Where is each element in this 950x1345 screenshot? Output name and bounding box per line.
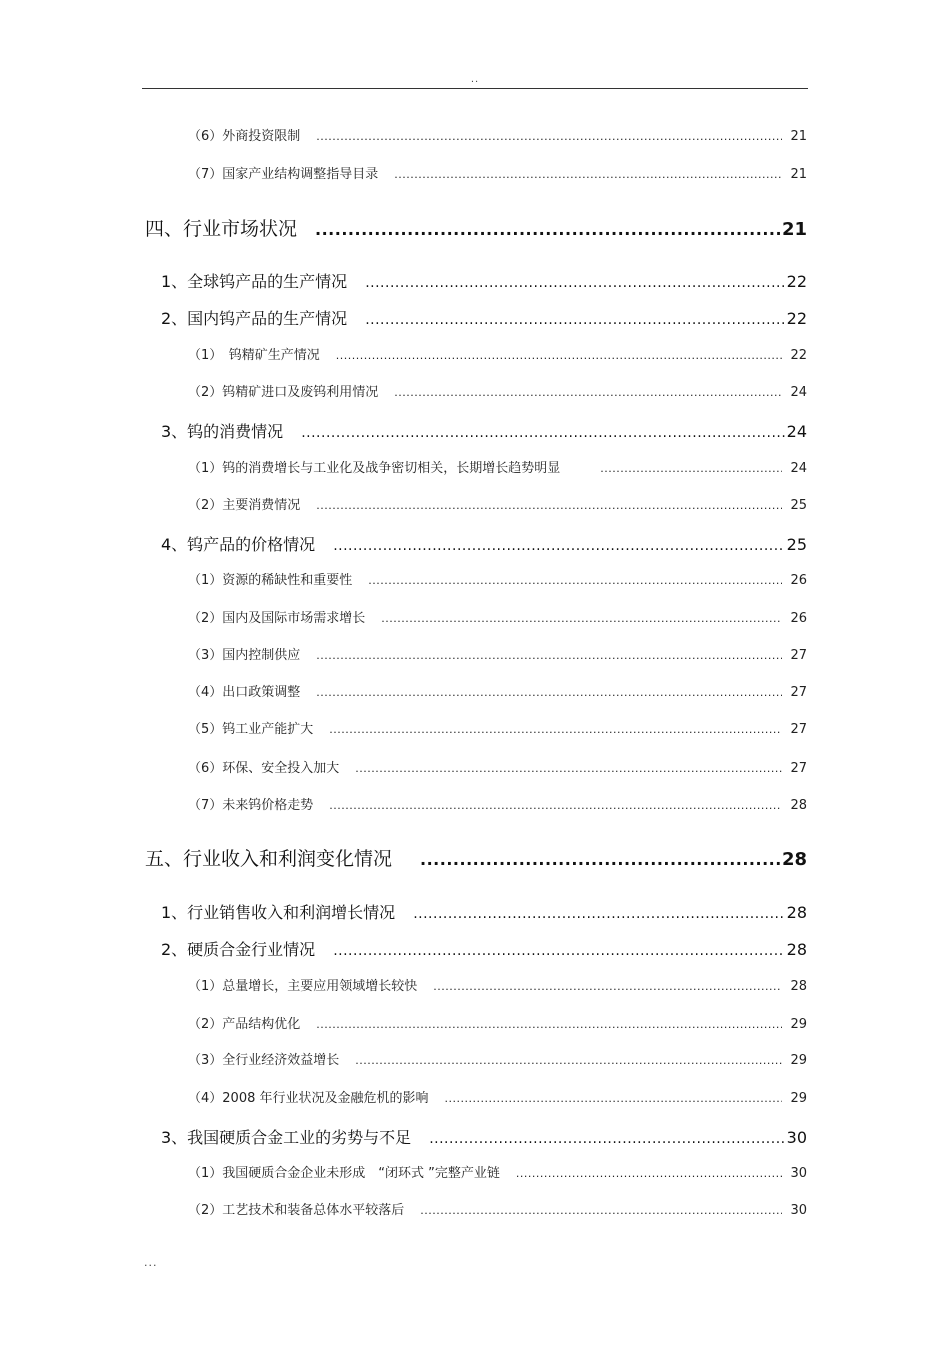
dot-leader — [429, 1131, 784, 1147]
toc-page-number: 30 — [786, 1128, 807, 1147]
dot-leader — [316, 649, 782, 662]
dot-leader — [445, 1092, 783, 1105]
dot-leader — [433, 980, 782, 993]
toc-entry-label: （2）钨精矿进口及废钨利用情况 — [188, 385, 379, 400]
dot-leader — [413, 906, 784, 922]
page-footer-mark: ... — [144, 1256, 158, 1269]
toc-entry-label: （3）国内控制供应 — [188, 648, 301, 663]
toc-entry-label: （4）2008 年行业状况及金融危机的影响 — [188, 1091, 429, 1106]
toc-entry[interactable] — [188, 1013, 807, 1032]
toc-entry[interactable] — [161, 937, 807, 960]
toc-page-number: 21 — [790, 167, 807, 182]
dot-leader — [316, 130, 782, 143]
toc-page-number: 22 — [786, 309, 807, 328]
toc-entry[interactable] — [188, 1087, 807, 1106]
dot-leader — [315, 220, 780, 239]
toc-entry[interactable] — [188, 644, 807, 663]
toc-page-number: 24 — [786, 422, 807, 441]
toc-page-number: 28 — [790, 798, 807, 813]
dot-leader — [420, 850, 780, 869]
toc-entry[interactable] — [161, 532, 807, 555]
toc-entry[interactable] — [188, 457, 807, 476]
dot-leader — [333, 538, 784, 554]
toc-page-number: 21 — [790, 129, 807, 144]
toc-entry-label: 五、行业收入和利润变化情况 — [145, 848, 393, 870]
toc-entry[interactable] — [188, 757, 807, 776]
toc-entry[interactable] — [188, 718, 807, 737]
toc-entry-label: （6）外商投资限制 — [188, 129, 301, 144]
dot-leader — [365, 275, 784, 291]
toc-entry-label: （1）钨的消费增长与工业化及战争密切相关，长期增长趋势明显 — [188, 461, 561, 476]
dot-leader — [333, 943, 784, 959]
dot-leader — [368, 574, 782, 587]
toc-entry[interactable] — [161, 269, 807, 292]
dot-leader — [316, 1018, 782, 1031]
toc-entry-label: （6）环保、安全投入加大 — [188, 761, 340, 776]
toc-entry[interactable] — [188, 125, 807, 144]
toc-entry[interactable] — [188, 344, 807, 363]
dot-leader — [316, 499, 782, 512]
toc-page-number: 28 — [786, 940, 807, 959]
toc-entry[interactable] — [161, 1125, 807, 1148]
toc-entry-label: （2）产品结构优化 — [188, 1017, 301, 1032]
toc-entry-label: 2、国内钨产品的生产情况 — [161, 309, 348, 328]
toc-entry[interactable] — [188, 794, 807, 813]
toc-entry-label: 4、钨产品的价格情况 — [161, 535, 316, 554]
toc-page-number: 22 — [786, 272, 807, 291]
dot-leader — [355, 1054, 782, 1067]
toc-page-number: 22 — [790, 348, 807, 363]
toc-page-number: 28 — [786, 903, 807, 922]
dot-leader — [355, 762, 782, 775]
toc-entry[interactable] — [145, 844, 807, 871]
toc-entry-label: 3、我国硬质合金工业的劣势与不足 — [161, 1128, 412, 1147]
toc-entry-label: （5）钨工业产能扩大 — [188, 722, 314, 737]
toc-entry[interactable] — [188, 494, 807, 513]
toc-entry-label: （2）国内及国际市场需求增长 — [188, 611, 366, 626]
toc-page-number: 25 — [786, 535, 807, 554]
toc-entry-label: （1） 钨精矿生产情况 — [188, 348, 320, 363]
toc-page-number: 30 — [790, 1166, 807, 1181]
dot-leader — [381, 612, 782, 625]
dot-leader — [329, 799, 782, 812]
dot-leader — [394, 386, 782, 399]
toc-entry[interactable] — [188, 569, 807, 588]
page-header-mark: .. — [470, 74, 480, 85]
dot-leader — [420, 1204, 782, 1217]
dot-leader — [336, 349, 783, 362]
toc-entry[interactable] — [188, 975, 807, 994]
toc-page-number: 24 — [790, 461, 807, 476]
toc-entry[interactable] — [161, 419, 807, 442]
toc-entry-label: （7）未来钨价格走势 — [188, 798, 314, 813]
toc-entry-label: （1）我国硬质合金企业未形成 “闭环式 ”完整产业链 — [188, 1166, 500, 1181]
toc-page-number: 21 — [781, 219, 807, 240]
dot-leader — [600, 462, 782, 475]
dot-leader — [516, 1167, 783, 1180]
toc-entry[interactable] — [188, 1199, 807, 1218]
dot-leader — [301, 425, 784, 441]
toc-page-number: 28 — [781, 849, 807, 870]
toc-entry[interactable] — [161, 306, 807, 329]
toc-page-number: 27 — [790, 648, 807, 663]
dot-leader — [394, 168, 782, 181]
toc-page-number: 27 — [790, 761, 807, 776]
toc-entry-label: 1、全球钨产品的生产情况 — [161, 272, 348, 291]
toc-entry[interactable] — [188, 607, 807, 626]
toc-entry-label: （3）全行业经济效益增长 — [188, 1053, 340, 1068]
toc-entry-label: （1）资源的稀缺性和重要性 — [188, 573, 353, 588]
toc-entry-label: （4）出口政策调整 — [188, 685, 301, 700]
toc-entry-label: （2）主要消费情况 — [188, 498, 301, 513]
header-divider — [142, 88, 808, 89]
toc-page-number: 28 — [790, 979, 807, 994]
toc-entry[interactable] — [161, 900, 807, 923]
toc-entry-label: 3、钨的消费情况 — [161, 422, 284, 441]
dot-leader — [329, 723, 782, 736]
toc-entry[interactable] — [188, 681, 807, 700]
toc-entry-label: 2、硬质合金行业情况 — [161, 940, 316, 959]
toc-page-number: 30 — [790, 1203, 807, 1218]
toc-entry-label: （7）国家产业结构调整指导目录 — [188, 167, 379, 182]
toc-entry[interactable] — [188, 1162, 807, 1181]
toc-entry-label: 四、行业市场状况 — [145, 218, 298, 240]
toc-entry[interactable] — [188, 1049, 807, 1068]
toc-entry-label: （2）工艺技术和装备总体水平较落后 — [188, 1203, 405, 1218]
toc-entry[interactable] — [145, 214, 807, 241]
toc-entry[interactable] — [188, 163, 807, 182]
toc-page-number: 27 — [790, 685, 807, 700]
toc-page-number: 26 — [790, 573, 807, 588]
dot-leader — [365, 312, 784, 328]
toc-entry-label: 1、行业销售收入和利润增长情况 — [161, 903, 396, 922]
toc-page-number: 29 — [790, 1017, 807, 1032]
dot-leader — [316, 686, 782, 699]
toc-page-number: 29 — [790, 1091, 807, 1106]
toc-page-number: 25 — [790, 498, 807, 513]
toc-page-number: 24 — [790, 385, 807, 400]
toc-page-number: 26 — [790, 611, 807, 626]
toc-page-number: 27 — [790, 722, 807, 737]
toc-page-number: 29 — [790, 1053, 807, 1068]
toc-entry-label: （1）总量增长，主要应用领域增长较快 — [188, 979, 418, 994]
toc-entry[interactable] — [188, 381, 807, 400]
